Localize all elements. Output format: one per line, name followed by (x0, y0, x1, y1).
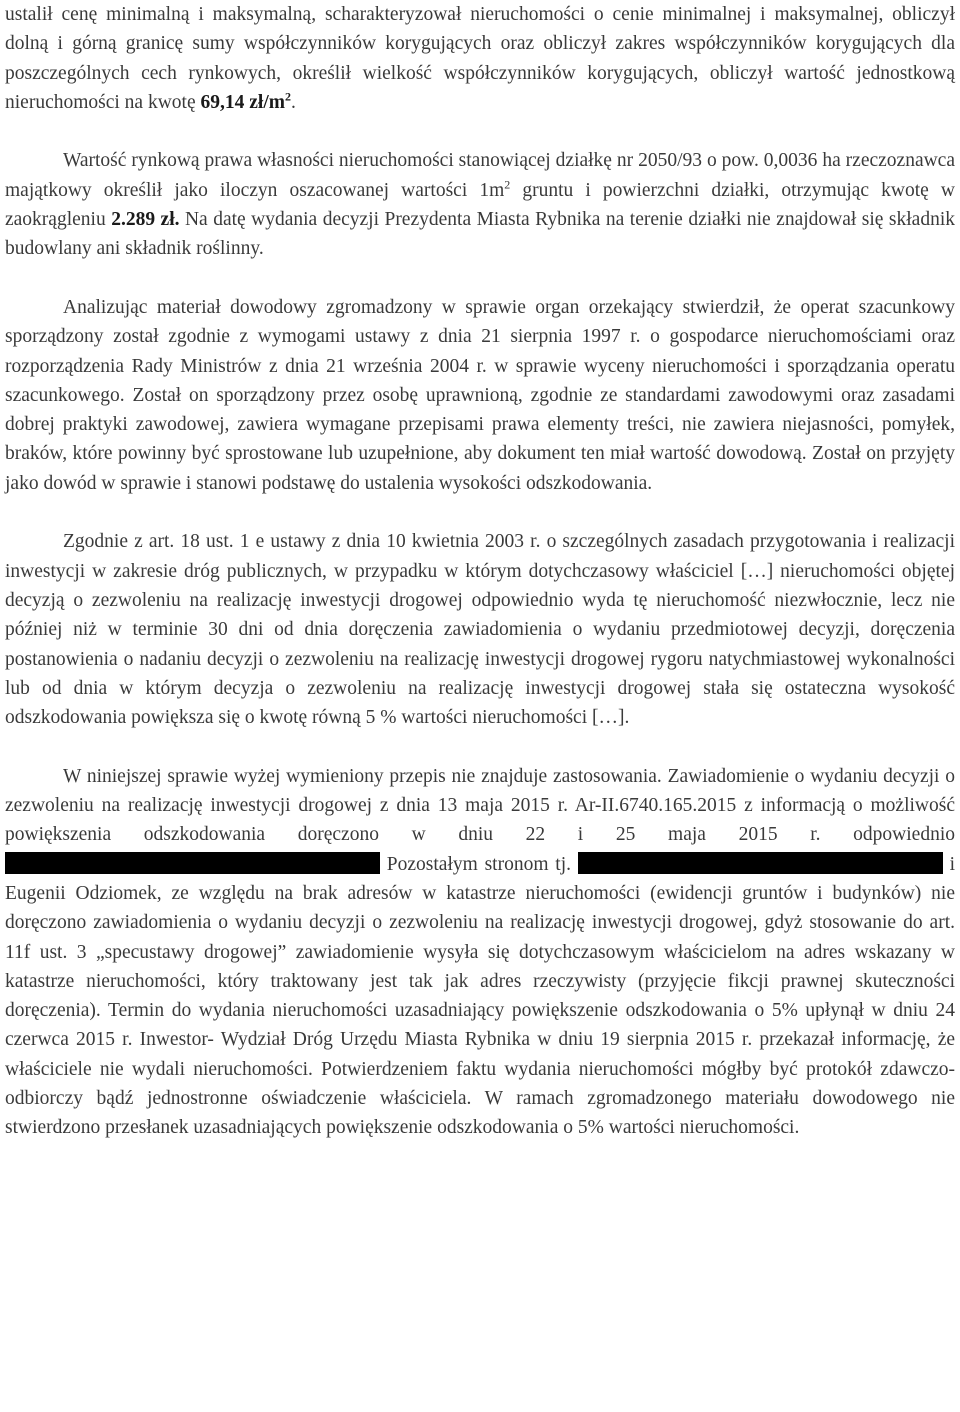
market-value-amount: 2.289 zł. (111, 209, 180, 231)
redaction-block (578, 852, 943, 874)
paragraph-text: ustalił cenę minimalną i maksymalną, scharakteryzował nieruchomości o cenie minimalnej i maksymalnej, obliczył dolną i górną granicę sumy współczynników korygujących oraz obliczył zakres współczynników korygujących dla poszczególnych cech rynkowych, określił wielkość współczynników korygujących, obliczył wartość jednostkową nieruchomości na kwotę (5, 4, 955, 113)
unit-value-amount: 69,14 $zł/m^2$ (200, 89, 291, 113)
paragraph-appraisal-analysis: Analizując materiał dowodowy zgromadzony w sprawie organ orzekający stwierdził, że operat szacunkowy sporządzony został zgodnie z wymogami ustawy z dnia 21 sierpnia 1997 r. o gospodarce nieruchomościami oraz rozporządzenia Rady Ministrów z dnia 21 września 2004 r. w sprawie wyceny nieruchomości i sporządzania operatu szacunkowego. Został on sporządzony przez osobę uprawnioną, zgodnie ze standardami zawodowymi oraz zasadami dobrej praktyki zawodowej, zawiera wymagane przepisami prawa elementy treści, nie zawiera niejasności, pomyłek, braków, które powinny być sprostowane lub uzupełnione, aby dokument ten miał wartość dowodową. Został on przyjęty jako dowód w sprawie i stanowi podstawę do ustalenia wysokości odszkodowania. (5, 296, 955, 494)
paragraph-conclusion: W niniejszej sprawie wyżej wymieniony przepis nie znajduje zastosowania. Zawiadomienie o wydaniu decyzji o zezwoleniu na realizację inwestycji drogowej z dnia 13 maja 2015 r. Ar-II.6740.165.2015 z informacją o możliwość powiększenia odszkodowania doręczono w dniu 22 i 25 maja 2015 r. odpowiednio Pozostałym stronom tj. i Eugenii Odziomek, ze względu na brak adresów w katastrze nieruchomości (ewidencji gruntów i budynków) nie doręczono zawiadomienia o wydaniu decyzji o zezwoleniu na realizację inwestycji drogowej, gdyż stosowanie do art. 11f ust. 3 „specustawy drogowej” zawiadomienie wysyła się dotychczasowym właścicielom na adres wskazany w katastrze nieruchomości, który traktowany jest tak jak adres rzeczywisty (przyjęcie fikcji prawnej skuteczności doręczenia). Termin do wydania nieruchomości uzasadniający powiększenie odszkodowania o 5% upłynął w dniu 24 czerwca 2015 r. Inwestor- Wydział Dróg Urzędu Miasta Rybnika w dniu 19 sierpnia 2015 r. przekazał informację, że właściciele nie wydali nieruchomości. Potwierdzeniem faktu wydania nieruchomości mógłby być protokół zdawczo-odbiorczy bądź jednostronne oświadczenie właściciela. W ramach zgromadzonego materiału dowodowego nie stwierdzono przesłanek uzasadniających powiększenie odszkodowania o 5% wartości nieruchomości. (5, 765, 956, 1139)
paragraph-legal-basis: Zgodnie z art. 18 ust. 1 e ustawy z dnia 10 kwietnia 2003 r. o szczególnych zasadach przygotowania i realizacji inwestycji w zakresie dróg publicznych, w przypadku w którym dotychczasowy właściciel […] nieruchomości objętej decyzją o zezwoleniu na realizację inwestycji drogowej odpowiednio wyda tę nieruchomość niezwłocznie, lecz nie później niż w terminie 30 dni od dnia doręczenia zawiadomienia o wydaniu przedmiotowej decyzji, doręczenia postanowienia o nadaniu decyzji o zezwoleniu na realizację inwestycji drogowej rygoru natychmiastowej wykonalności lub od dnia w którym decyzja o zezwoleniu na realizację inwestycji drogowej stała się ostateczna wysokość odszkodowania powiększa się o kwotę równą 5 % wartości nieruchomości […]. (5, 531, 955, 729)
paragraph-valuation-method: ustalił cenę minimalną i maksymalną, scharakteryzował nieruchomości o cenie minimalnej i maksymalnej, obliczył dolną i górną granicę sumy współczynników korygujących oraz obliczył zakres współczynników korygujących dla poszczególnych cech rynkowych, określił wielkość współczynników korygujących, obliczył wartość jednostkową nieruchomości na kwotę 69,14 $zł/m^2$. (5, 4, 955, 113)
redaction-block (5, 852, 380, 874)
paragraph-market-value: Wartość rynkową prawa własności nieruchomości stanowiącej działkę nr 2050/93 o pow. 0,0036 ha rzeczoznawca majątkowy określił jako iloczyn oszacowanej wartości $1m^2$ gruntu i powierzchni działki, otrzymując kwotę w zaokrągleniu 2.289 zł. Na datę wydania decyzji Prezydenta Miasta Rybnika na terenie działki nie znajdował się składnik budowlany ani składnik roślinny. (5, 150, 956, 260)
paragraph-text: Wartość rynkową prawa własności nieruchomości stanowiącej działkę nr 2050/93 o pow. 0,0036 ha rzeczoznawca majątkowy określił jako iloczyn oszacowanej wartości 1m (5, 150, 955, 201)
document-page (5, 0, 955, 1143)
paragraph-text: W niniejszej sprawie wyżej wymieniony przepis nie znajduje zastosowania. Zawiadomienie o wydaniu decyzji o zezwoleniu na realizację inwestycji drogowej z dnia 13 maja 2015 r. Ar-II.6740.165.2015 z informacją o możliwość powiększenia odszkodowania doręczono w dniu 22 i 25 maja 2015 r. odpowiednio (5, 765, 955, 846)
